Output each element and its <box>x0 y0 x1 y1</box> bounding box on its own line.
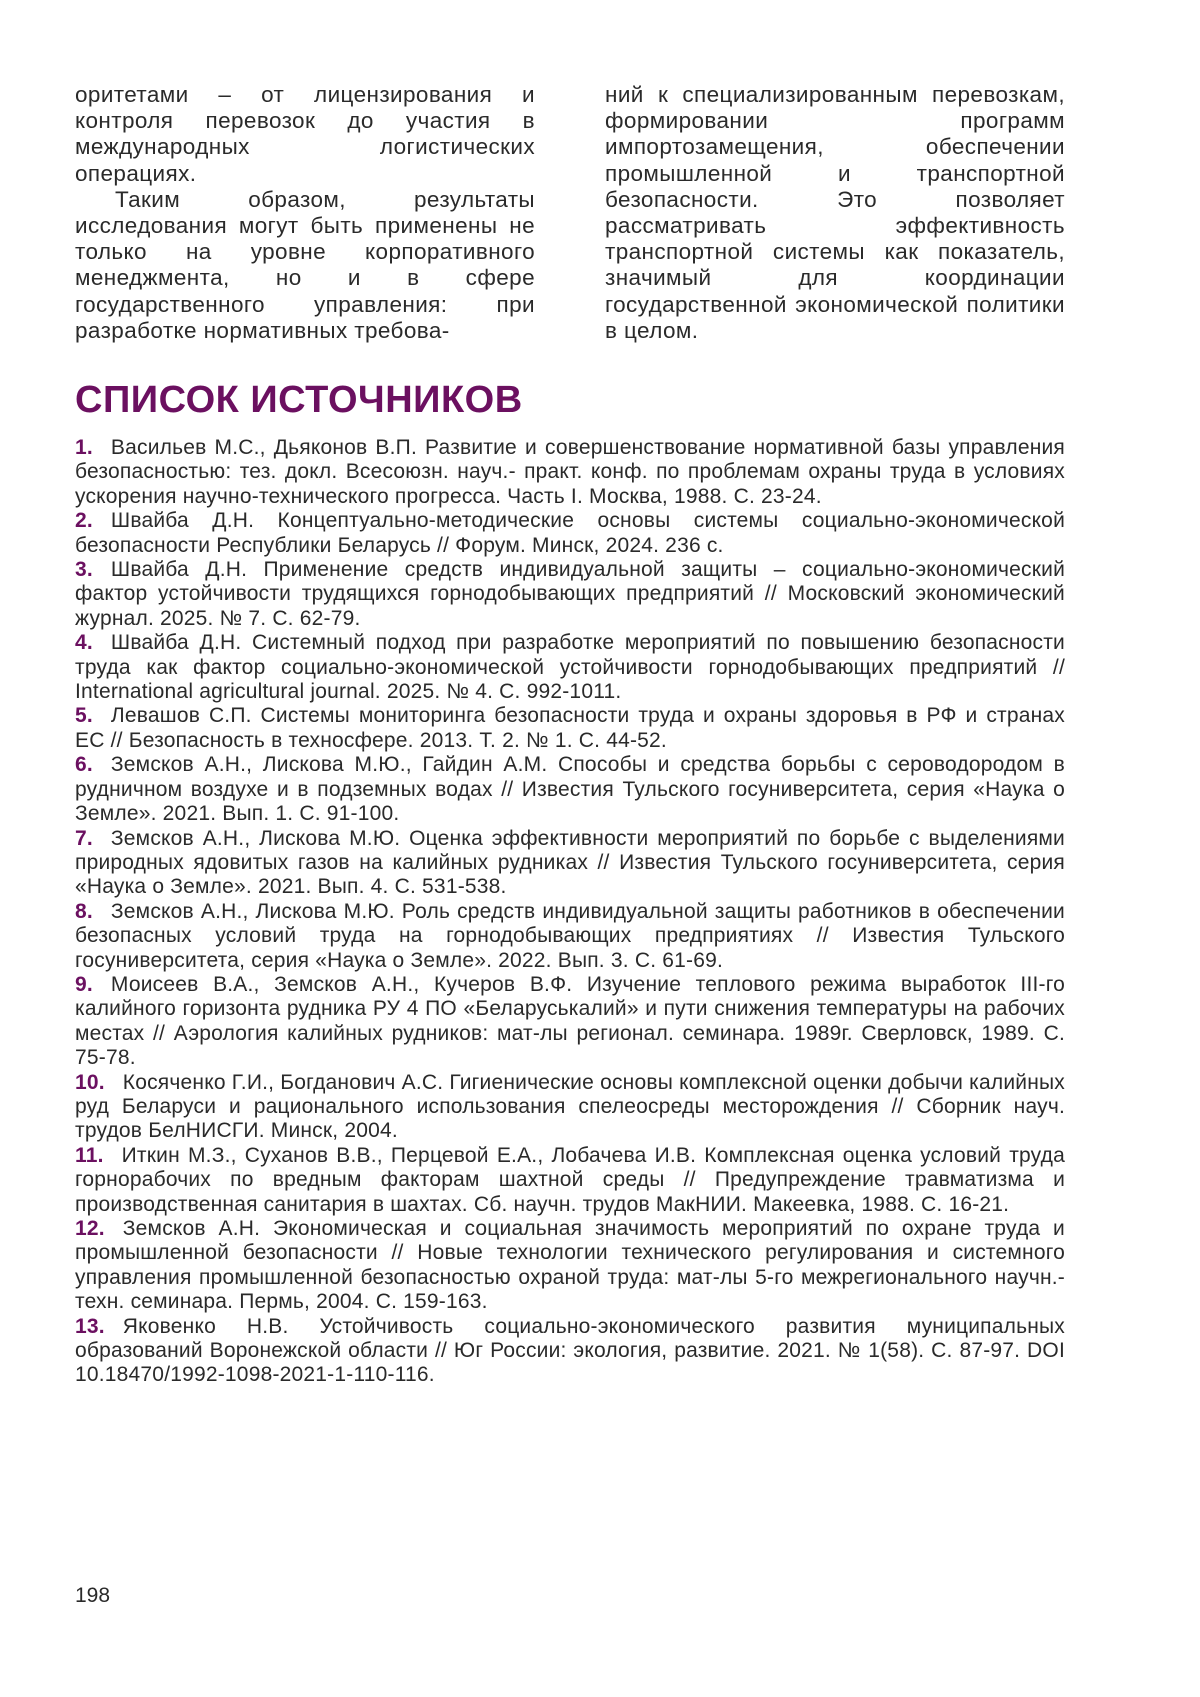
paragraph: ний к специализированным перевозкам, формировании программ импортозамещения, обеспечении промышленной и транспортной безопасности. Это позволяет рассматривать эффективность транспортной системы как показатель, значимый для координации государственной экономической политики в целом. <box>605 82 1065 343</box>
reference-text: Левашов С.П. Системы мониторинга безопасности труда и охраны здоровья в РФ и странах ЕС // Безопасность в техносфере. 2013. Т. 2. № 1. С. 44-52. <box>75 704 1065 752</box>
reference-text: Иткин М.З., Суханов В.В., Перцевой Е.А., Лобачева И.В. Комплексная оценка условий труда горнорабочих по вредным факторам шахтной среды // Предупреждение травматизма и производственная санитария в шахтах. Сб. научн. трудов МакНИИ. Макеевка, 1988. С. 16-21. <box>75 1143 1065 1216</box>
reference-item <box>75 436 1065 509</box>
reference-number: 8. <box>75 899 93 923</box>
reference-item <box>75 558 1065 631</box>
reference-item <box>75 900 1065 973</box>
reference-item <box>75 753 1065 826</box>
reference-number: 13. <box>75 1314 105 1338</box>
paragraph: Таким образом, результаты исследования могут быть применены не только на уровне корпоративного менеджмента, но и в сфере государственного управления: при разработке нормативных требова- <box>75 186 535 343</box>
reference-text: Васильев М.С., Дьяконов В.П. Развитие и совершенствование нормативной базы управления безопасностью: тез. докл. Всесоюзн. науч.- практ. конф. по проблемам охраны труда в условиях ускорения научно-технического прогресса. Часть I. Москва, 1988. С. 23-24. <box>75 436 1065 508</box>
reference-text: Моисеев В.А., Земсков А.Н., Кучеров В.Ф. Изучение теплового режима выработок III-го калийного горизонта рудника РУ 4 ПО «Беларуськалий» и пути снижения температуры на рабочих местах // Аэрология калийных рудников: мат-лы регионал. семинара. 1989г. Сверловск, 1989. С. 75-78. <box>75 972 1065 1070</box>
section-heading: СПИСОК ИСТОЧНИКОВ <box>75 379 523 421</box>
reference-text: Земсков А.Н., Лискова М.Ю. Роль средств индивидуальной защиты работников в обеспечении безопасных условий труда на горнодобывающих предприятиях // Известия Тульского госуниверситета, серия «Наука о Земле». 2022. Вып. 3. С. 61-69. <box>75 899 1065 972</box>
reference-list <box>75 436 1065 1388</box>
reference-number: 1. <box>75 436 93 459</box>
reference-item <box>75 1071 1065 1144</box>
reference-item <box>75 1315 1065 1388</box>
reference-number: 9. <box>75 972 93 996</box>
reference-text: Косяченко Г.И., Богданович А.С. Гигиенические основы комплексной оценки добычи калийных руд Беларуси и рационального использования спелеосреды месторождения // Сборник науч. трудов БелНИСГИ. Минск, 2004. <box>75 1070 1065 1143</box>
left-column <box>75 82 535 344</box>
paragraph: оритетами – от лицензирования и контроля перевозок до участия в международных логистических операциях. <box>75 82 535 186</box>
reference-number: 4. <box>75 631 93 655</box>
reference-number: 7. <box>75 826 93 850</box>
reference-text: Швайба Д.Н. Системный подход при разработке мероприятий по повышению безопасности труда как фактор социально-экономической устойчивости горнодобывающих предприятий // International agricultural journal. 2025. № 4. С. 992-1011. <box>75 631 1065 704</box>
reference-item <box>75 631 1065 704</box>
reference-text: Земсков А.Н. Экономическая и социальная значимость мероприятий по охране труда и промышленной безопасности // Новые технологии технического регулирования и системного управления промышленной безопасностью охраной труда: мат-лы 5-го межрегионального научн.-техн. семинара. Пермь, 2004. С. 159-163. <box>75 1217 1065 1314</box>
reference-number: 10. <box>75 1070 105 1094</box>
reference-text: Земсков А.Н., Лискова М.Ю. Оценка эффективности мероприятий по борьбе с выделениями природных ядовитых газов на калийных рудниках // Известия Тульского госуниверситета, серия «Наука о Земле». 2021. Вып. 4. С. 531-538. <box>75 826 1065 899</box>
reference-number: 3. <box>75 558 93 582</box>
right-column <box>605 82 1065 344</box>
page-number: 198 <box>75 1584 111 1607</box>
reference-number: 6. <box>75 753 93 777</box>
reference-item <box>75 509 1065 558</box>
reference-item <box>75 704 1065 753</box>
reference-item <box>75 827 1065 900</box>
reference-number: 12. <box>75 1217 105 1240</box>
reference-text: Швайба Д.Н. Применение средств индивидуальной защиты – социально-экономический фактор устойчивости трудящихся горнодобывающих предприятий // Московский экономический журнал. 2025. № 7. С. 62-79. <box>75 558 1065 630</box>
reference-number: 2. <box>75 509 93 533</box>
reference-item <box>75 1217 1065 1315</box>
reference-text: Земсков А.Н., Лискова М.Ю., Гайдин А.М. Способы и средства борьбы с сероводородом в рудничном воздухе и в подземных водах // Известия Тульского госуниверситета, серия «Наука о Земле». 2021. Вып. 1. С. 91-100. <box>75 753 1065 826</box>
reference-number: 11. <box>75 1143 104 1167</box>
reference-number: 5. <box>75 704 93 728</box>
reference-item <box>75 1144 1065 1217</box>
reference-text: Яковенко Н.В. Устойчивость социально-экономического развития муниципальных образований Воронежской области // Юг России: экология, развитие. 2021. № 1(58). С. 87-97. DOI 10.18470/1992-1098-2021-1-110-116. <box>75 1314 1065 1387</box>
reference-item <box>75 973 1065 1071</box>
reference-text: Швайба Д.Н. Концептуально-методические основы системы социально-экономической безопасности Республики Беларусь // Форум. Минск, 2024. 236 с. <box>75 509 1065 557</box>
